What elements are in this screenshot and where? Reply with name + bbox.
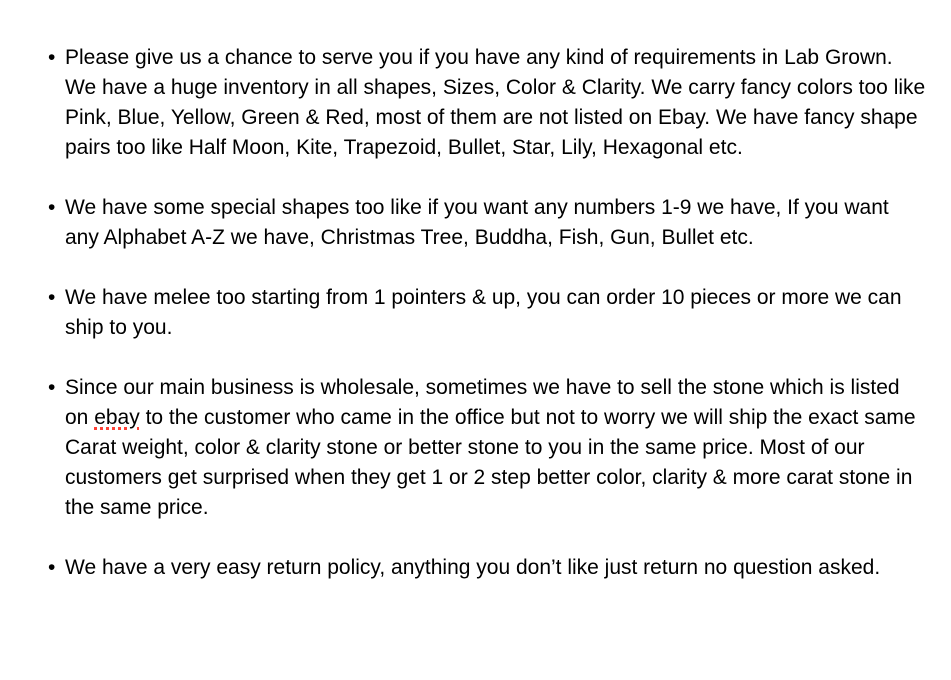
bullet-text: to the customer who came in the office but not to worry we will ship the exact same Carat weight, color & clarity stone or better stone to you in the same price. Most of our customers get surprised when they get 1 or 2 step better color, clarity & more carat stone in the same price. bbox=[65, 406, 916, 519]
bullet-icon: • bbox=[48, 196, 56, 219]
list-item bbox=[48, 43, 927, 163]
list-item bbox=[48, 373, 927, 523]
misspelled-word: ebay bbox=[94, 406, 140, 429]
bullet-text: We have a very easy return policy, anything you don’t like just return no question asked. bbox=[65, 556, 881, 579]
bullet-icon: • bbox=[48, 556, 56, 579]
list-item bbox=[48, 283, 927, 343]
bullet-text: Please give us a chance to serve you if you have any kind of requirements in Lab Grown. We have a huge inventory in all shapes, Sizes, Color & Clarity. We carry fancy colors too like Pink, Blue, Yellow, Green & Red, most of them are not listed on Ebay. We have fancy shape pairs too like Half Moon, Kite, Trapezoid, Bullet, Star, Lily, Hexagonal etc. bbox=[65, 46, 926, 159]
bullet-text: We have melee too starting from 1 pointers & up, you can order 10 pieces or more we can ship to you. bbox=[65, 286, 902, 339]
bullet-icon: • bbox=[48, 286, 56, 309]
list-item bbox=[48, 193, 927, 253]
bullet-list bbox=[48, 43, 927, 583]
bullet-text: Since our main business is wholesale, sometimes we have to sell the stone which is listed on bbox=[65, 376, 900, 429]
list-item bbox=[48, 553, 927, 583]
bullet-icon: • bbox=[48, 376, 56, 399]
bullet-text: We have some special shapes too like if you want any numbers 1-9 we have, If you want any Alphabet A-Z we have, Christmas Tree, Buddha, Fish, Gun, Bullet etc. bbox=[65, 196, 889, 249]
bullet-icon: • bbox=[48, 46, 56, 69]
